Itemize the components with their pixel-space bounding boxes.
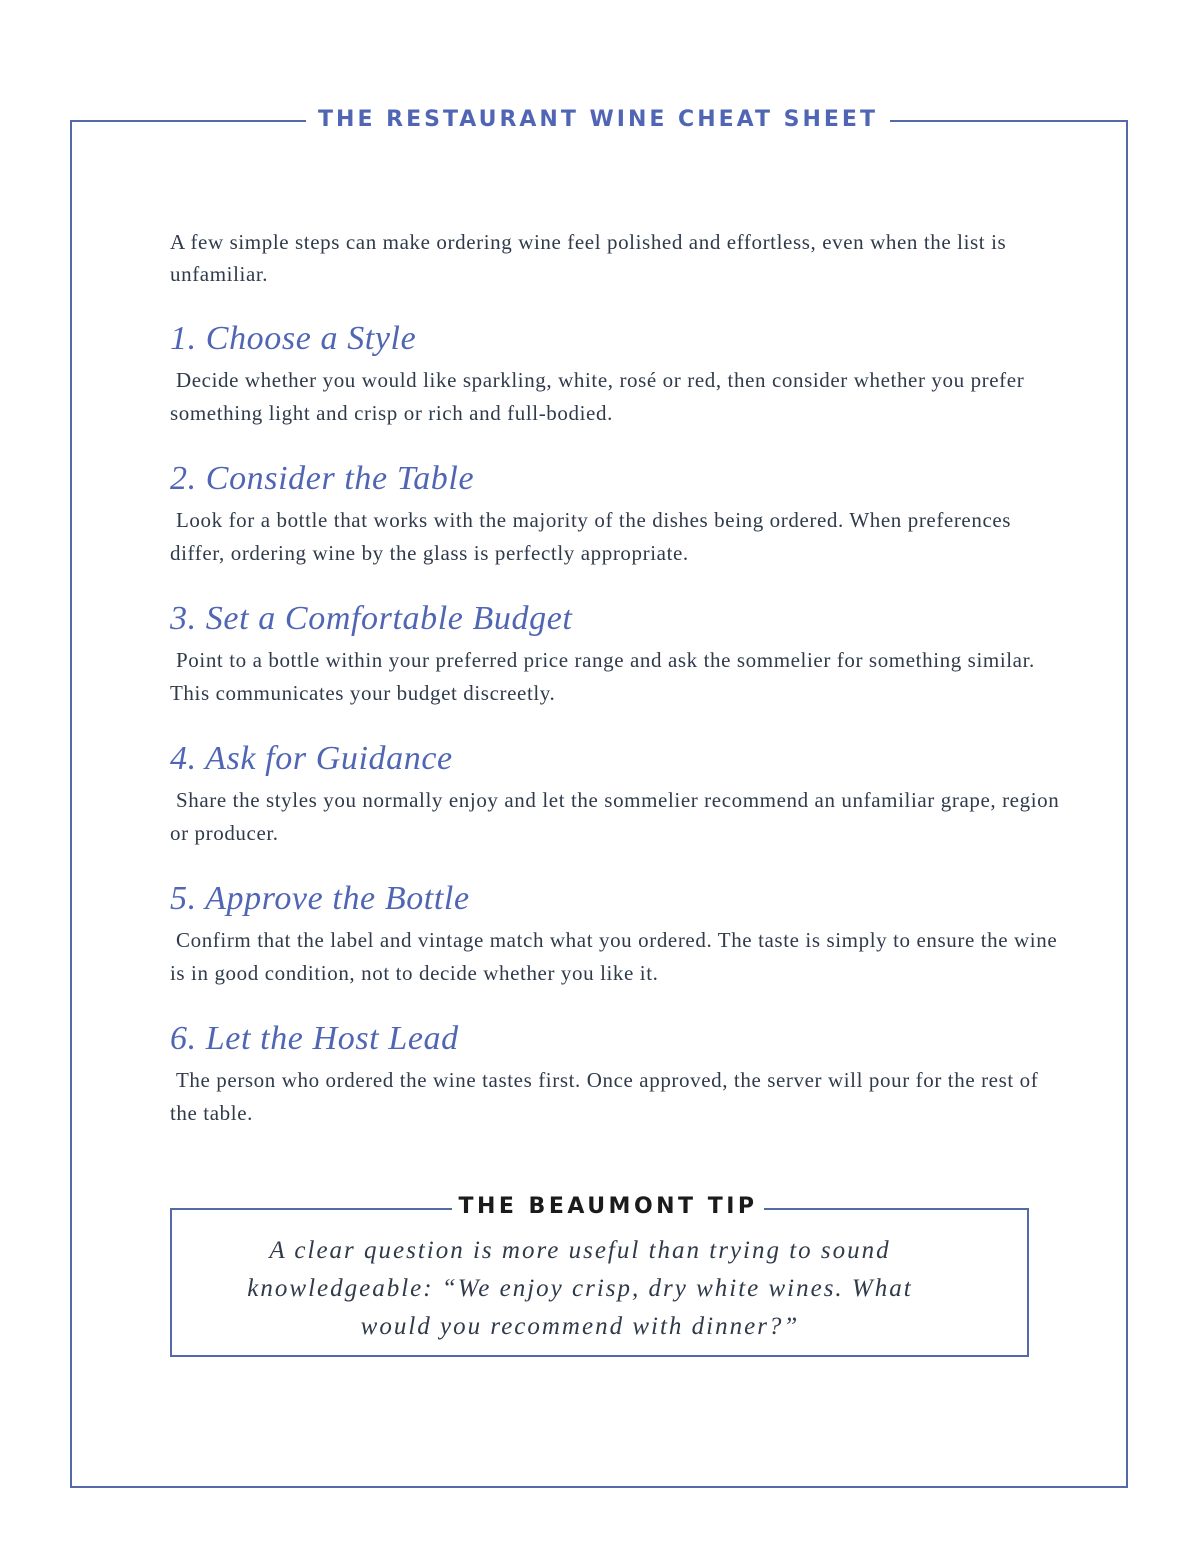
- step-title: 6. Let the Host Lead: [170, 1020, 459, 1057]
- page-title: THE RESTAURANT WINE CHEAT SHEET: [306, 104, 890, 136]
- intro-paragraph: A few simple steps can make ordering wine feel polished and effortless, even when the list is unfamiliar.: [170, 230, 1007, 286]
- step-body: Look for a bottle that works with the majority of the dishes being ordered. When preferences differ, ordering wine by the glass is perfectly appropriate.: [170, 508, 1012, 565]
- step-body: Point to a bottle within your preferred price range and ask the sommelier for something similar. This communicates your budget discreetly.: [170, 648, 1035, 705]
- main-content: [170, 226, 1070, 1130]
- step-3: [170, 594, 1070, 710]
- step-title: 4. Ask for Guidance: [170, 740, 453, 777]
- step-6: [170, 1014, 1070, 1130]
- step-4: [170, 734, 1070, 850]
- step-5: [170, 874, 1070, 990]
- tip-text: A clear question is more useful than trying to sound knowledgeable: “We enjoy crisp, dry white wines. What would you recommend with dinner?”: [247, 1237, 913, 1340]
- step-title: 3. Set a Comfortable Budget: [170, 600, 573, 637]
- step-title: 5. Approve the Bottle: [170, 880, 470, 917]
- step-body: Share the styles you normally enjoy and let the sommelier recommend an unfamiliar grape, region or producer.: [170, 788, 1060, 845]
- step-title: 1. Choose a Style: [170, 320, 417, 357]
- step-2: [170, 454, 1070, 570]
- step-body: Decide whether you would like sparkling, white, rosé or red, then consider whether you prefer something light and crisp or rich and full-bodied.: [170, 368, 1025, 425]
- step-title: 2. Consider the Table: [170, 460, 475, 497]
- step-1: [170, 314, 1070, 430]
- tip-title: THE BEAUMONT TIP: [452, 1191, 764, 1223]
- step-body: Confirm that the label and vintage match what you ordered. The taste is simply to ensure the wine is in good condition, not to decide whether you like it.: [170, 928, 1058, 985]
- step-body: The person who ordered the wine tastes first. Once approved, the server will pour for the rest of the table.: [170, 1068, 1039, 1125]
